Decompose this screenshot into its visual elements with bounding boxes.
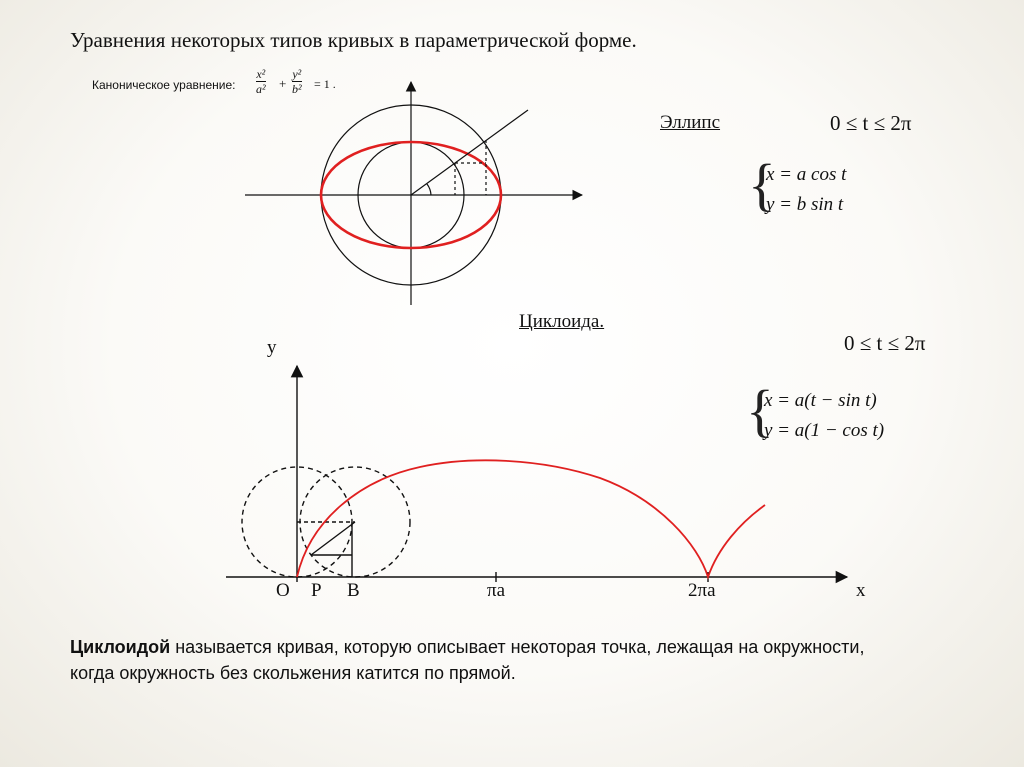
- fraction-x-den: a²: [256, 82, 266, 96]
- ellipse-eq-y: y = b sin t: [766, 194, 844, 215]
- origin-label: O: [276, 580, 290, 601]
- angle-arc: [427, 184, 431, 195]
- x-axis-label: x: [856, 580, 866, 601]
- ellipse-eq-x: x = a cos t: [766, 164, 847, 185]
- cycloid-curve: [297, 460, 765, 577]
- cycloid-eq-y: y = a(1 − cos t): [764, 420, 885, 441]
- description-term: Циклоидой: [70, 637, 171, 657]
- cycloid-description: [70, 634, 910, 686]
- point-p-label: P: [311, 580, 322, 601]
- pi-a-label: πa: [487, 580, 506, 601]
- ellipse-range: 0 ≤ t ≤ 2π: [830, 111, 912, 135]
- canonical-rhs: = 1 .: [314, 77, 336, 91]
- plus-sign: +: [279, 76, 287, 91]
- brace-icon: {: [748, 152, 776, 217]
- cycloid-heading: Циклоида.: [519, 311, 605, 332]
- y-axis-label: y: [267, 337, 277, 358]
- cycloid-eq-x: x = a(t − sin t): [764, 390, 877, 411]
- fraction-y-den: b²: [292, 82, 302, 96]
- brace-icon: {: [746, 378, 774, 443]
- slide-title: Уравнения некоторых типов кривых в параметрической форме.: [70, 28, 637, 52]
- fraction-y-num: y²: [292, 67, 302, 81]
- construction-radius: [311, 522, 355, 555]
- cycloid-diagram: [226, 366, 847, 582]
- two-pi-a-label: 2πa: [688, 580, 716, 601]
- ellipse-diagram: [245, 82, 582, 305]
- ellipse-heading: Эллипс: [660, 112, 721, 133]
- angle-ray: [411, 110, 528, 195]
- fraction-x-num: x²: [256, 67, 266, 81]
- canonical-label: Каноническое уравнение:: [92, 78, 236, 92]
- point-b-label: B: [347, 580, 360, 601]
- description-text: называется кривая, которую описывает некоторая точка, лежащая на окружности, когда окружность без скольжения катится по прямой.: [70, 637, 865, 683]
- cycloid-range: 0 ≤ t ≤ 2π: [844, 331, 926, 355]
